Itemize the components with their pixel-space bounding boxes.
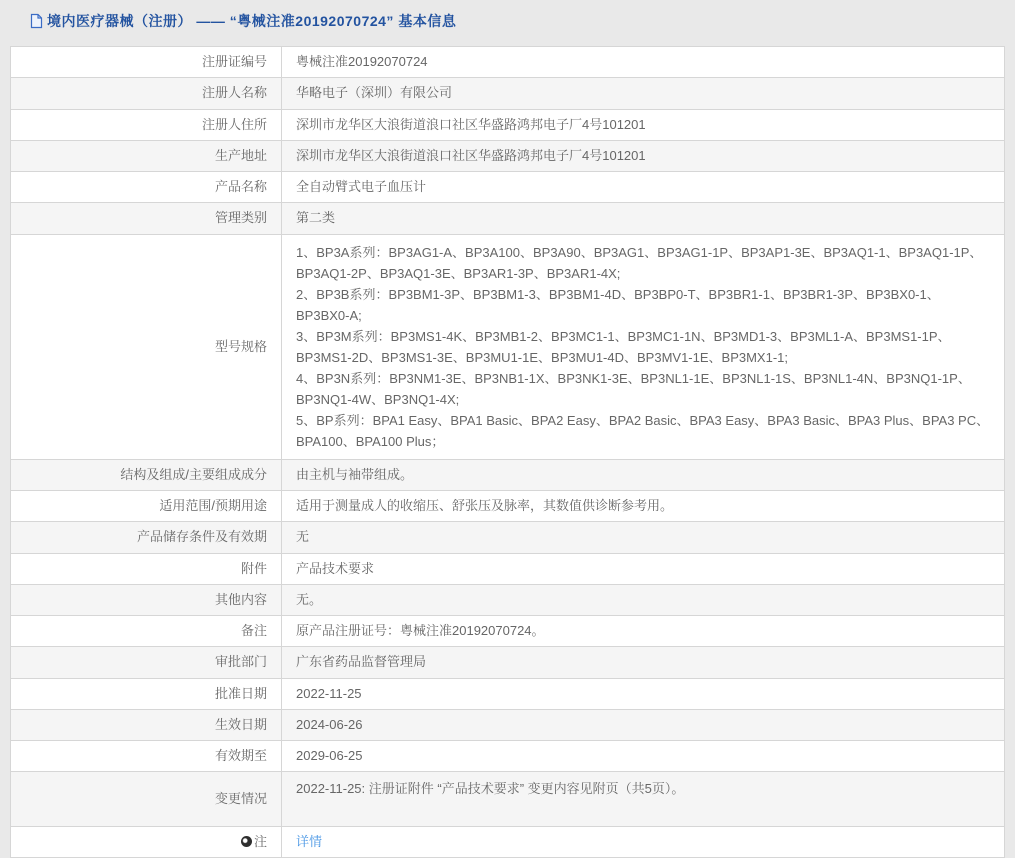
table-row bbox=[11, 491, 1005, 522]
row-label: 管理类别 bbox=[11, 203, 282, 234]
row-value: 原产品注册证号：粤械注准20192070724。 bbox=[282, 616, 1005, 647]
table-row-model-specs bbox=[11, 234, 1005, 459]
row-value: 深圳市龙华区大浪街道浪口社区华盛路鸿邦电子厂4号101201 bbox=[282, 140, 1005, 171]
table-row bbox=[11, 172, 1005, 203]
note-label: 注 bbox=[253, 833, 267, 849]
model-series-line: 4、BP3N系列：BP3NM1-3E、BP3NB1-1X、BP3NK1-3E、BP3NL1-1E、BP3NL1-1S、BP3NL1-4N、BP3NQ1-1P、BP3NQ1-4W、BP3NQ1-4X; bbox=[296, 370, 971, 407]
page-header bbox=[0, 0, 1015, 42]
table-row bbox=[11, 709, 1005, 740]
document-icon bbox=[30, 13, 43, 29]
table-row bbox=[11, 109, 1005, 140]
row-label: 注册证编号 bbox=[11, 47, 282, 78]
model-series-line: 3、BP3M系列：BP3MS1-4K、BP3MB1-2、BP3MC1-1、BP3MC1-1N、BP3MD1-3、BP3ML1-A、BP3MS1-1P、BP3MS1-2D、BP3MS1-3E、BP3MU1-1E、BP3MU1-4D、BP3MV1-1E、BP3MX1-1; bbox=[296, 328, 951, 365]
row-label: 生产地址 bbox=[11, 140, 282, 171]
row-label: 型号规格 bbox=[11, 234, 282, 459]
row-value: 第二类 bbox=[282, 203, 1005, 234]
row-value: 广东省药品监督管理局 bbox=[282, 647, 1005, 678]
table-row bbox=[11, 584, 1005, 615]
table-row bbox=[11, 47, 1005, 78]
row-label: 附件 bbox=[11, 553, 282, 584]
row-label: 注册人住所 bbox=[11, 109, 282, 140]
row-label: 有效期至 bbox=[11, 741, 282, 772]
row-label: 其他内容 bbox=[11, 584, 282, 615]
row-value: 华略电子（深圳）有限公司 bbox=[282, 78, 1005, 109]
row-label: 适用范围/预期用途 bbox=[11, 491, 282, 522]
row-value: 粤械注准20192070724 bbox=[282, 47, 1005, 78]
note-dot-icon bbox=[241, 836, 252, 847]
row-value: 无。 bbox=[282, 584, 1005, 615]
row-label: 审批部门 bbox=[11, 647, 282, 678]
row-label: 批准日期 bbox=[11, 678, 282, 709]
model-series-line: 2、BP3B系列：BP3BM1-3P、BP3BM1-3、BP3BM1-4D、BP3BP0-T、BP3BR1-1、BP3BR1-3P、BP3BX0-1、BP3BX0-A; bbox=[296, 286, 940, 323]
row-label: 注册人名称 bbox=[11, 78, 282, 109]
row-label: 产品储存条件及有效期 bbox=[11, 522, 282, 553]
row-label: 产品名称 bbox=[11, 172, 282, 203]
page-title: 境内医疗器械（注册） —— “粤械注准20192070724” 基本信息 bbox=[47, 13, 457, 29]
table-row bbox=[11, 647, 1005, 678]
row-value: 2022-11-25: 注册证附件 “产品技术要求” 变更内容见附页（共5页）。 bbox=[282, 772, 1005, 826]
row-value: 深圳市龙华区大浪街道浪口社区华盛路鸿邦电子厂4号101201 bbox=[282, 109, 1005, 140]
row-value: 2029-06-25 bbox=[282, 741, 1005, 772]
row-value: 由主机与袖带组成。 bbox=[282, 459, 1005, 490]
row-value: 2024-06-26 bbox=[282, 709, 1005, 740]
table-row-change-history bbox=[11, 772, 1005, 826]
table-row bbox=[11, 459, 1005, 490]
row-label: 变更情况 bbox=[11, 772, 282, 826]
table-row bbox=[11, 203, 1005, 234]
row-label: 生效日期 bbox=[11, 709, 282, 740]
table-row bbox=[11, 553, 1005, 584]
table-row bbox=[11, 140, 1005, 171]
table-row bbox=[11, 522, 1005, 553]
row-label: 备注 bbox=[11, 616, 282, 647]
row-value: 2022-11-25 bbox=[282, 678, 1005, 709]
row-value: 全自动臂式电子血压计 bbox=[282, 172, 1005, 203]
table-row bbox=[11, 678, 1005, 709]
row-value: 无 bbox=[282, 522, 1005, 553]
table-row bbox=[11, 616, 1005, 647]
model-series-line: 1、BP3A系列：BP3AG1-A、BP3A100、BP3A90、BP3AG1、BP3AG1-1P、BP3AP1-3E、BP3AQ1-1、BP3AQ1-1P、BP3AQ1-2P、BP3AQ1-3E、BP3AR1-3P、BP3AR1-4X; bbox=[296, 244, 983, 281]
table-row bbox=[11, 78, 1005, 109]
row-value bbox=[282, 234, 1005, 459]
row-value bbox=[282, 826, 1005, 857]
row-label bbox=[11, 826, 282, 857]
row-value: 产品技术要求 bbox=[282, 553, 1005, 584]
row-value: 适用于测量成人的收缩压、舒张压及脉率，其数值供诊断参考用。 bbox=[282, 491, 1005, 522]
table-row bbox=[11, 741, 1005, 772]
table-row-note bbox=[11, 826, 1005, 857]
row-label: 结构及组成/主要组成成分 bbox=[11, 459, 282, 490]
model-series-line: 5、BP系列：BPA1 Easy、BPA1 Basic、BPA2 Easy、BPA2 Basic、BPA3 Easy、BPA3 Basic、BPA3 Plus、BPA3 PC、BPA100、BPA100 Plus； bbox=[296, 412, 990, 449]
detail-link[interactable]: 详情 bbox=[296, 833, 323, 849]
device-info-table bbox=[10, 46, 1005, 858]
